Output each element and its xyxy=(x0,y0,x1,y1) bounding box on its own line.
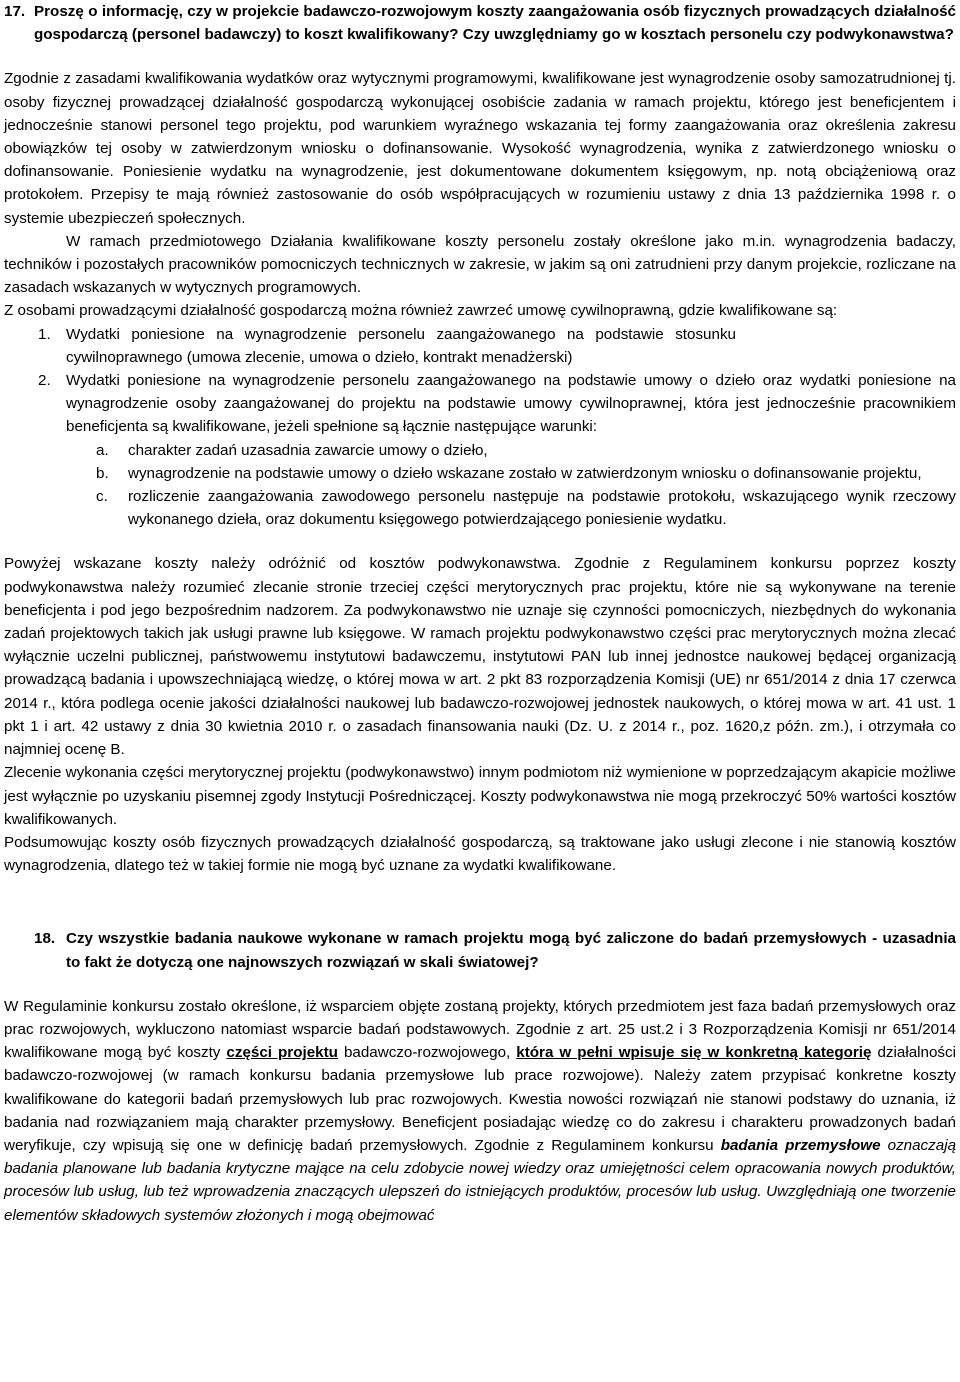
text-run: W Regulaminie konkursu zostało określone, iż wsparciem objęte zostaną projekty, których przedmiotem jest faza badań przemysłowych oraz prac rozwojowych, wykluczono natomiast wsparcie badań podstawowych. Zgodnie z art. 25 ust.2 i 3 Rozporządzenia Komisji nr 651/2014 kwalifikowane mogą być koszty xyxy=(4,997,956,1062)
list-text: rozliczenie zaangażowania zawodowego personelu następuje na podstawie protokołu, wskazującego wynik rzeczowy wykonanego dzieła, oraz dokumentu księgowego potwierdzającego poniesienie wydatku. xyxy=(128,488,956,529)
question-number: 17. xyxy=(4,3,26,20)
list-marker: b. xyxy=(96,464,109,482)
list-item xyxy=(4,323,956,369)
list-text: wynagrodzenie na podstawie umowy o dzieło wskazane zostało w zatwierdzonym wniosku o dofinansowanie projektu, xyxy=(128,464,922,482)
list-marker: a. xyxy=(96,441,109,459)
bold-italic-term: badania przemysłowe xyxy=(720,1136,881,1154)
list-text: Wydatki poniesione na wynagrodzenie personelu zaangażowanego na podstawie umowy o dzieło oraz wydatki poniesione na wynagrodzenie osoby zaangażowanej do projektu na podstawie umowy cywilnoprawnej, która jest jednocześnie pracownikiem beneficjenta są kwalifikowane, jeżeli spełnione są łącznie następujące warunki: xyxy=(66,372,956,436)
question-text: Proszę o informację, czy w projekcie badawczo-rozwojowym koszty zaangażowania osób fizycznych prowadzących działalność gospodarczą (personel badawczy) to koszt kwalifikowany? Czy uwzględniamy go w kosztach personelu czy podwykonawstwa? xyxy=(34,3,956,44)
underlined-text: części projektu xyxy=(226,1044,338,1062)
document-page xyxy=(4,0,956,1227)
text-run: badawczo-rozwojowego, xyxy=(337,1044,517,1062)
sublist-item xyxy=(4,485,956,531)
underlined-text: która w pełni wpisuje się w konkretną kategorię xyxy=(516,1044,872,1062)
answer-paragraph: Powyżej wskazane koszty należy odróżnić od kosztów podwykonawstwa. Zgodnie z Regulaminem konkursu poprzez koszty podwykonawstwa należy rozumieć zlecanie stronie trzeciej części merytorycznych prac projektu, które nie są wykonywane na terenie beneficjenta i pod jego bezpośrednim nadzorem. Za podwykonawstwo nie uznaje się czynności pomocniczych, niezbędnych do wykonania zadań projektowych takich jak usługi prawne lub księgowe. W ramach projektu podwykonawstwo części prac merytorycznych można zlecać wyłącznie uczelni publicznej, państwowemu instytutowi badawczemu, instytutowi PAN lub innej jednostce naukowej będącej organizacją prowadzącą badania i upowszechniającą wiedzę, o której mowa w art. 2 pkt 83 rozporządzenia Komisji (UE) nr 651/2014 z dnia 17 czerwca 2014 r., która podlega ocenie jakości działalności naukowej lub badawczo-rozwojowej jednostek naukowych, o której mowa w art. 41 ust. 1 pkt 1 i art. 42 ustawy z dnia 30 kwietnia 2010 r. o zasadach finansowania nauki (Dz. U. z 2014 r., poz. 1620,z późn. zm.), i otrzymała co najmniej ocenę B. xyxy=(4,555,956,759)
question-number: 18. xyxy=(34,930,56,948)
list-text: charakter zadań uzasadnia zawarcie umowy o dzieło, xyxy=(128,441,488,459)
sublist-item xyxy=(4,439,956,462)
answer-paragraph: W ramach przedmiotowego Działania kwalifikowane koszty personelu zostały określone jako m.in. wynagrodzenia badaczy, techników i pozostałych pracowników pomocniczych technicznych w zakresie, w jakim są oni zatrudnieni przy danym projekcie, rozliczane na zasadach wskazanych w wytycznych programowych. xyxy=(4,232,956,297)
sublist-item xyxy=(4,462,956,485)
question-17-heading xyxy=(4,0,956,46)
list-marker: 1. xyxy=(38,325,51,343)
answer-paragraph xyxy=(4,995,956,1227)
answer-paragraph: Zlecenie wykonania części merytorycznej projektu (podwykonawstwo) innym podmiotom niż wymienione w poprzedzającym akapicie możliwe jest wyłącznie po uzyskaniu pisemnej zgody Instytucji Pośredniczącej. Koszty podwykonawstwa nie mogą przekroczyć 50% wartości kosztów kwalifikowanych. xyxy=(4,764,956,828)
answer-paragraph: Podsumowując koszty osób fizycznych prowadzących działalność gospodarczą, są traktowane jako usługi zlecone i nie stanowią kosztów wynagrodzenia, dlatego też w takiej formie nie mogą być uznane za wydatki kwalifikowane. xyxy=(4,833,956,875)
answer-paragraph: Zgodnie z zasadami kwalifikowania wydatków oraz wytycznymi programowymi, kwalifikowane jest wynagrodzenie osoby samozatrudnionej tj. osoby fizycznej prowadzącej działalność gospodarczą wykonującej osobiście zadania w ramach projektu, którego jest beneficjentem i jednocześnie stanowi personel tego projektu, pod warunkiem wyraźnego wskazania tej formy zaangażowania oraz określenia zakresu obowiązków tej osoby w zatwierdzonym wniosku o dofinansowanie. Wysokość wynagrodzenia, wynika z zatwierdzonego wniosku o dofinansowanie. Poniesienie wydatku na wynagrodzenie, jest dokumentowane dokumentem księgowym, np. notą obciążeniową oraz protokołem. Przepisy te mają również zastosowanie do osób współpracujących w rozumieniu ustawy z dnia 13 października 1998 r. o systemie ubezpieczeń społecznych. xyxy=(4,70,956,227)
italic-definition: oznaczają badania planowane lub badania krytyczne mające na celu zdobycie nowej wiedzy oraz umiejętności celem opracowania nowych produktów, procesów lub usług, lub też wprowadzenia znaczących ulepszeń do istniejących produktów, procesów lub usług. Uwzględniają one tworzenie elementów składowych systemów złożonych i mogą obejmować xyxy=(4,1136,957,1224)
list-item xyxy=(4,369,956,439)
numbered-list xyxy=(4,323,956,532)
question-18-heading xyxy=(4,927,956,973)
answer-paragraph: Z osobami prowadzącymi działalność gospodarczą można również zawrzeć umowę cywilnoprawną, gdzie kwalifikowane są: xyxy=(4,302,838,320)
list-marker: c. xyxy=(96,488,108,506)
text-run: działalności badawczo-rozwojowej (w ramach konkursu badania przemysłowe lub prace rozwojowe). Należy zatem przypisać konkretne koszty kwalifikowane do kategorii badań przemysłowych lub prac rozwojowych. Kwestia nowości rozwiązań nie stanowi podstawy do uznania, iż badania nad rozwiązaniem mają charakter przemysłowy. Beneficjent posiadając wiedzę co do zakresu i charakteru prowadzonych badań weryfikuje, czy wpisują się one w definicję badań przemysłowych. Zgodnie z Regulaminem konkursu xyxy=(4,1044,956,1154)
list-text: Wydatki poniesione na wynagrodzenie personelu zaangażowanego na podstawie stosunku cywilnoprawnego (umowa zlecenie, umowa o dzieło, kontrakt menadżerski) xyxy=(66,325,736,366)
question-text: Czy wszystkie badania naukowe wykonane w ramach projektu mogą być zaliczone do badań przemysłowych - uzasadnia to fakt że dotyczą one najnowszych rozwiązań w skali światowej? xyxy=(66,930,956,971)
list-marker: 2. xyxy=(38,372,51,390)
